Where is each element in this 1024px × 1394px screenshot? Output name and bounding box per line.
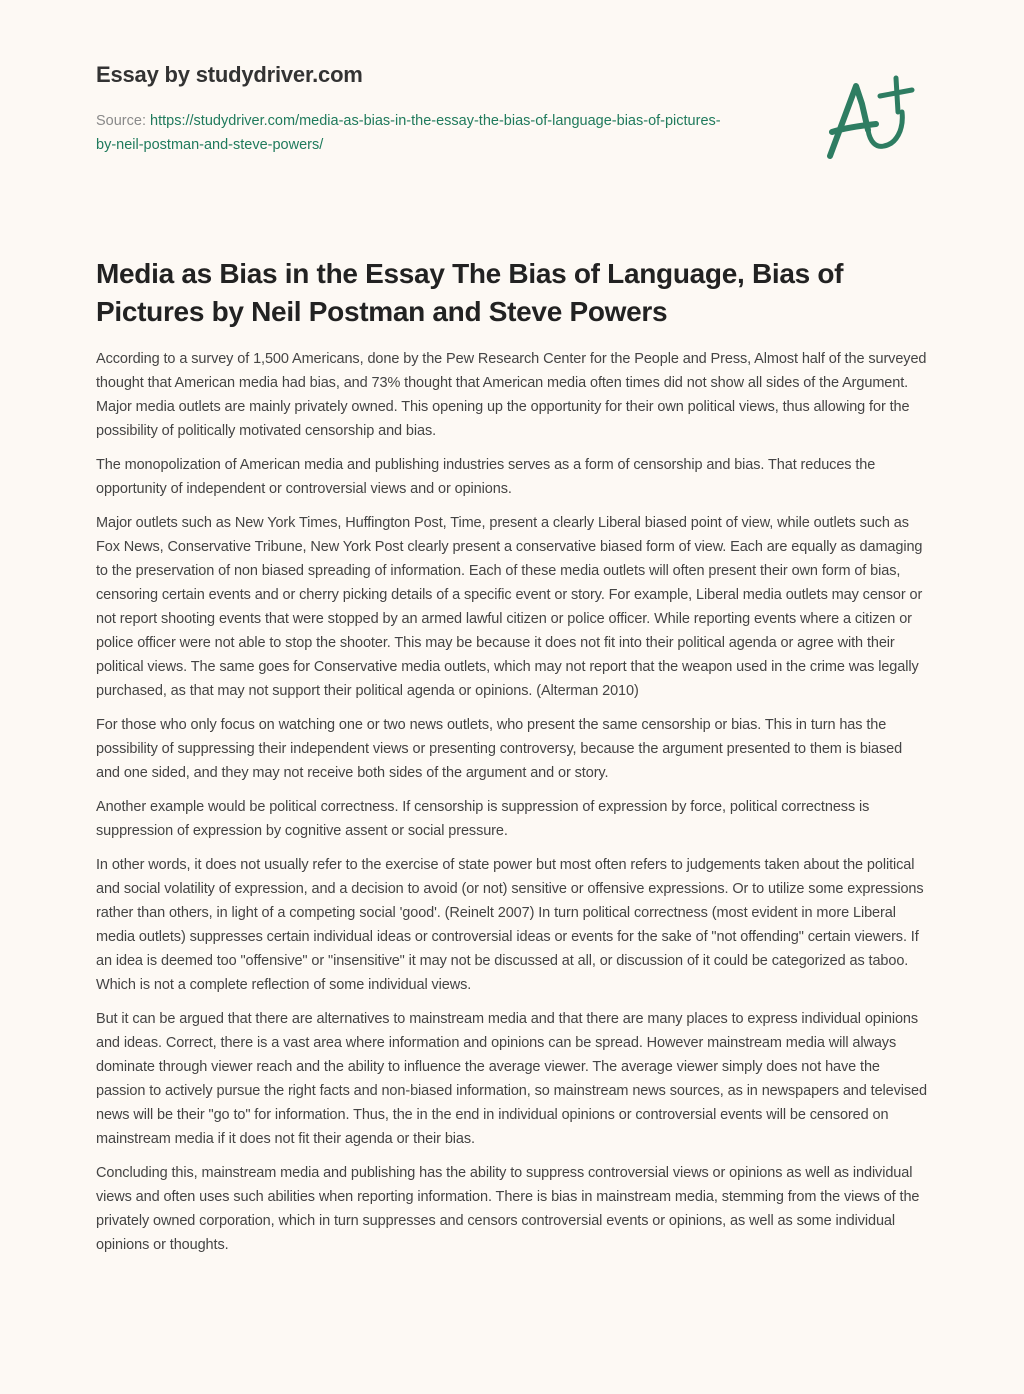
source-link[interactable]: https://studydriver.com/media-as-bias-in-the-essay-the-bias-of-language-bias-of-pictures-by-neil-postman-and-steve-powers/	[96, 113, 721, 153]
paragraph: The monopolization of American media and publishing industries serves as a form of censorship and bias. That reduces the opportunity of independent or controversial views and or opinions.	[96, 457, 876, 497]
a-plus-grade-icon	[822, 68, 932, 168]
paragraph: For those who only focus on watching one or two news outlets, who present the same censorship or bias. This in turn has the possibility of suppressing their independent views or presenting controversy, because the argument presented to them is biased and one sided, and they may not receive both sides of the argument and or story.	[96, 717, 903, 781]
paragraph: Concluding this, mainstream media and publishing has the ability to suppress controversial views or opinions as well as individual views and often uses such abilities when reporting information. There is bias in mainstream media, stemming from the views of the privately owned corporation, which in turn suppresses and censors controversial events or opinions, as well as some individual opinions or thoughts.	[96, 1165, 920, 1253]
article-title: Media as Bias in the Essay The Bias of Language, Bias of Pictures by Neil Postman and Steve Powers	[96, 258, 844, 327]
paragraph: Major outlets such as New York Times, Huffington Post, Time, present a clearly Liberal biased point of view, while outlets such as Fox News, Conservative Tribune, New York Post clearly present a conservative biased form of view. Each are equally as damaging to the preservation of non biased spreading of information. Each of these media outlets will often present their own form of bias, censoring certain events and or cherry picking details of a specific event or story. For example, Liberal media outlets may censor or not report shooting events that were stopped by an armed lawful citizen or police officer. While reporting events where a citizen or police officer were not able to stop the shooter. This may be because it does not fit into their political agenda or agree with their political views. The same goes for Conservative media outlets, which may not report that the weapon used in the crime was legally purchased, as that may not support their political agenda or opinions. (Alterman 2010)	[96, 515, 923, 699]
source-line	[96, 109, 736, 157]
page-header	[96, 0, 926, 200]
source-label: Source:	[96, 113, 146, 129]
paragraph: But it can be argued that there are alternatives to mainstream media and that there are many places to express individual opinions and ideas. Correct, there is a vast area where information and opinions can be spread. However mainstream media will always dominate through viewer reach and the ability to influence the average viewer. The average viewer simply does not have the passion to actively pursue the right facts and non-biased information, so mainstream news sources, as in newspapers and televised news will be their "go to" for information. Thus, the in the end in individual opinions or controversial events will be censored on mainstream media if it does not fit their agenda or their bias.	[96, 1011, 927, 1147]
paragraph: In other words, it does not usually refer to the exercise of state power but most often refers to judgements taken about the political and social volatility of expression, and a decision to avoid (or not) sensitive or offensive expressions. Or to utilize some expressions rather than others, in light of a competing social 'good'. (Reinelt 2007) In turn political correctness (most evident in more Liberal media outlets) suppresses certain individual ideas or controversial ideas or events for the sake of "not offending" certain viewers. If an idea is deemed too "offensive" or "insensitive" it may not be discussed at all, or discussion of it could be categorized as taboo. Which is not a complete reflection of some individual views.	[96, 857, 924, 993]
site-title: Essay by studydriver.com	[96, 62, 363, 87]
paragraph: Another example would be political correctness. If censorship is suppression of expression by force, political correctness is suppression of expression by cognitive assent or social pressure.	[96, 799, 870, 839]
essay-article	[96, 255, 928, 1267]
paragraph: According to a survey of 1,500 Americans, done by the Pew Research Center for the People and Press, Almost half of the surveyed thought that American media had bias, and 73% thought that American media often times did not show all sides of the Argument. Major media outlets are mainly privately owned. This opening up the opportunity for their own political views, thus allowing for the possibility of politically motivated censorship and bias.	[96, 351, 927, 439]
